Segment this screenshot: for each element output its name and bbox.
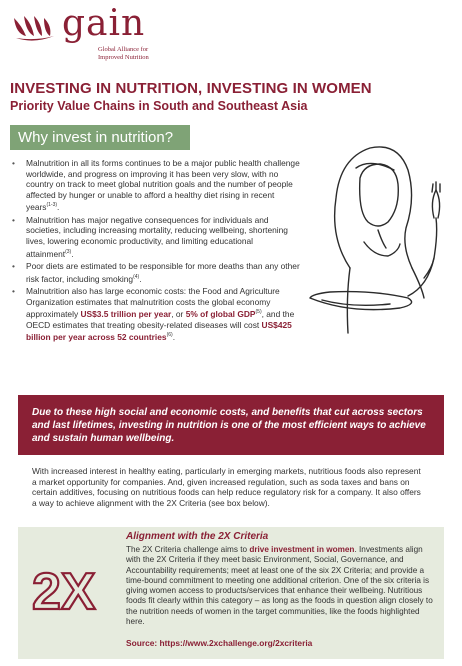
gain-logo[interactable] [12, 3, 162, 61]
gain-logo-mark-icon [12, 14, 58, 42]
highlight-value: US$425 billion per year across 52 countries [26, 319, 292, 342]
woman-eating-illustration [290, 118, 460, 358]
list-item: • Poor diets are estimated to be responsible for more deaths than any other risk factor, including smoking$^{(4)}$. [10, 261, 300, 284]
bullet-text: , and the OECD estimates that treating obesity-related diseases will cost [26, 308, 295, 330]
tagline-line-1: Global Alliance for [98, 46, 149, 53]
list-item: • Malnutrition in all its forms continues to be a major public health challenge worldwide, and progress on improving it has been very slow, with no country on track to meet global nutrition goals and the number of people affected by hunger or unable to afford a healthy diet rising in recent years$^{(1-3)}$. [10, 158, 300, 213]
gain-wordmark: gain [62, 3, 146, 44]
key-message-callout: Due to these high social and economic costs, and benefits that cut across sectors and last lifetimes, investing in nutrition is one of the most efficient ways to achieve and sustain human wellbeing. [18, 395, 444, 455]
citation: (6) [166, 332, 173, 339]
bullet-text: Malnutrition has major negative consequences for individuals and societies, including increasing mortality, reducing wellbeing, shortening lives, lowering economic productivity, and limiting educational attainment [26, 214, 288, 259]
highlight-value: US$3.5 trillion per year [80, 308, 172, 319]
tagline-line-2: Improved Nutrition [98, 54, 149, 61]
alignment-intro: The 2X Criteria challenge aims to [126, 545, 250, 554]
bullet-text: Malnutrition in all its forms continues to be a major public health challenge worldwide, and progress on improving it has been very slow, with no country on track to meet global nutrition goals and the number of people affected by hunger or unable to afford a healthy diet rising in recent years [26, 158, 300, 213]
list-item: • Malnutrition has major negative consequences for individuals and societies, including increasing mortality, reducing wellbeing, shortening lives, lowering economic productivity, and limiting educational attainment$^{(3)}$. [10, 215, 300, 259]
citation: (5) [255, 309, 262, 316]
citation: (1-3) [46, 202, 58, 209]
alignment-title: Alignment with the 2X Criteria [126, 531, 269, 542]
page-title: INVESTING IN NUTRITION, INVESTING IN WOMEN [10, 80, 372, 97]
why-bullet-list [10, 158, 300, 344]
bullet-text: Malnutrition also has large economic costs: the Food and Agriculture Organization estimates that malnutrition costs the global economy approximately [26, 285, 280, 319]
source-link[interactable]: Source: https://www.2xchallenge.org/2xcriteria [126, 638, 313, 648]
alignment-body [126, 545, 434, 627]
bullet-text: Poor diets are estimated to be responsible for more deaths than any other risk factor, including smoking [26, 260, 300, 284]
highlight-value: 5% of global GDP [185, 308, 256, 319]
citation: (3) [65, 248, 72, 255]
2x-logo-icon [28, 553, 118, 623]
alignment-text: . Investments align with the 2X Criteria if they meet basic Environment, Social, Governance, and Accountability requirements; meet at least one of the six 2X Criteria; and provide a time-bound commitment to meeting one additional criterion. One of the six criteria is giving women access to products/services that enhance their wellbeing. Nutritious foods fit clearly within this category – as long as the foods in question align closely to the nutrition needs of women in the target communities, like the foods highlighted here. [126, 545, 433, 627]
why-invest-heading: Why invest in nutrition? [10, 125, 190, 150]
2x-logo-text: 2X [32, 563, 96, 621]
alignment-2x-box [18, 527, 444, 659]
market-opportunity-paragraph: With increased interest in healthy eating, particularly in emerging markets, nutritious foods also represent a market opportunity for companies. And, given increased regulation, such as soda taxes and bans on certain additives, focusing on nutritious foods can help reduce regulatory risk for a company. It also offers a way to achieve alignment with the 2X Criteria (see box below). [32, 466, 421, 508]
alignment-highlight: drive investment in women [249, 545, 355, 554]
citation: (4) [133, 273, 140, 280]
page-subtitle: Priority Value Chains in South and Southeast Asia [10, 99, 308, 113]
gain-tagline [98, 46, 149, 62]
list-item: • Malnutrition also has large economic costs: the Food and Agriculture Organization estimates that malnutrition costs the global economy approximately US$3.5 trillion per year, or 5% of global GDP$^{(5)}$, and the OECD estimates that treating obesity-related diseases will cost US$425 billion per year across 52 countries$^{(6)}$. [10, 286, 300, 343]
bullet-text: , or [171, 308, 186, 319]
